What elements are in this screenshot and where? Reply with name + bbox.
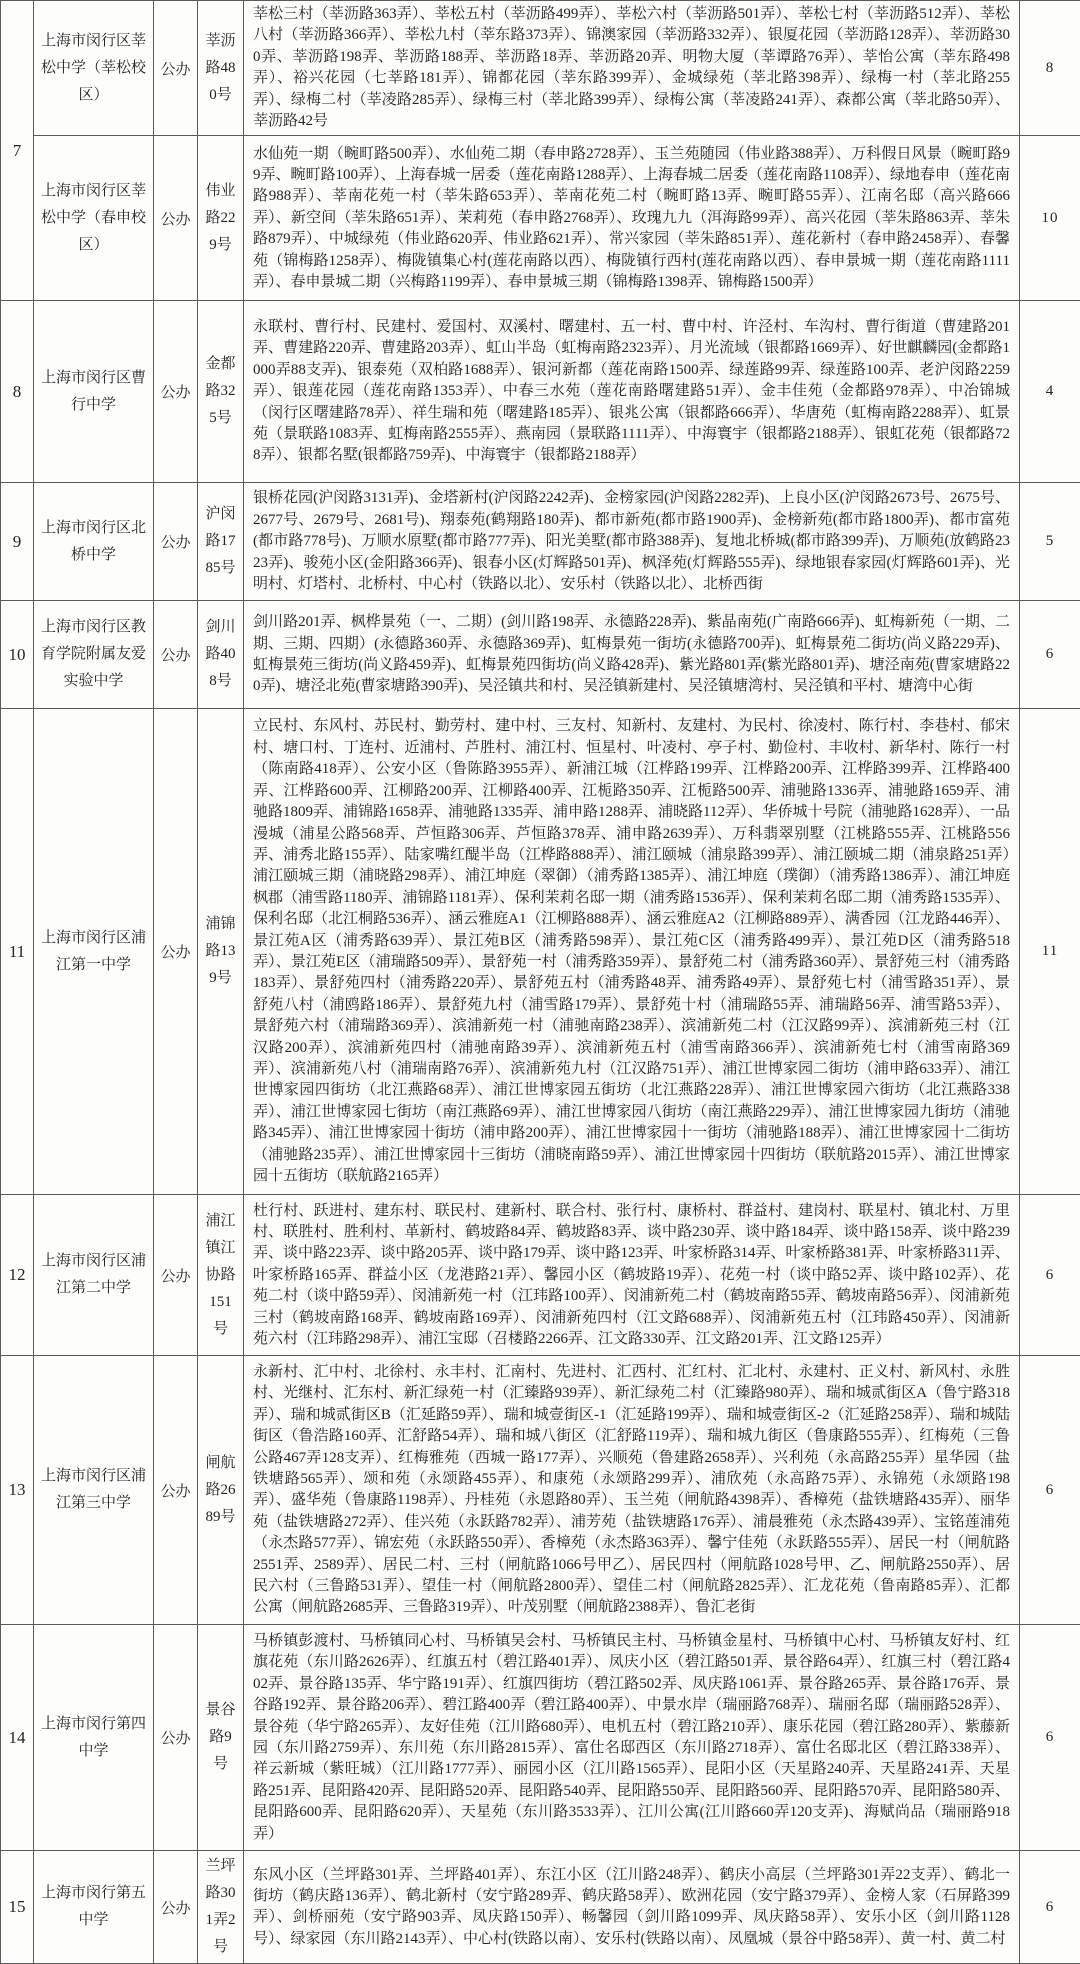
count-cell: 6 <box>1020 1195 1080 1356</box>
table-row <box>1 136 1080 301</box>
table-row <box>1 709 1080 1195</box>
school-type-cell: 公办 <box>154 1851 198 1964</box>
school-name-cell: 上海市闵行区北桥中学 <box>34 483 154 601</box>
address-cell: 莘沥路480号 <box>198 1 244 136</box>
school-type-cell: 公办 <box>154 483 198 601</box>
count-cell: 6 <box>1020 601 1080 709</box>
count-cell: 8 <box>1020 1 1080 136</box>
address-cell: 景谷路9号 <box>198 1625 244 1851</box>
school-name-cell: 上海市闵行第四中学 <box>34 1625 154 1851</box>
address-cell: 金都路325号 <box>198 301 244 483</box>
count-cell: 11 <box>1020 709 1080 1195</box>
address-cell: 沪闵路1785号 <box>198 483 244 601</box>
table-row <box>1 301 1080 483</box>
districts-cell: 永联村、曹行村、民建村、爱国村、双溪村、曙建村、五一村、曹中村、许泾村、车沟村、曹行街道（曹建路201弄、曹建路220弄、曹建路203弄）、虹山半岛（虹梅南路2323弄）、月光流域（银都路1669弄）、好世麒麟园(金都路1000弄88支弄)、银泰苑（双柏路1688弄）、银河新都（莲花南路1500弄、绿莲路99弄、绿莲路100弄、老沪闵路2259弄）、银莲花园（莲花南路1353弄）、中春三水苑（莲花南路曙建路51弄）、金丰佳苑（金都路978弄）、中冶锦城（闵行区曙建路78弄）、祥生瑞和苑（曙建路185弄）、银兆公寓（银都路666弄）、华唐苑（虹梅南路2288弄）、虹景苑（景联路1083弄、虹梅南路2555弄）、燕南园（景联路1111弄）、中海寰宇（银都路2188弄）、银虹花苑（银都路728弄）、银都名墅(银都路759弄)、中海寰宇（银都路2188弄） <box>244 301 1020 483</box>
address-cell: 伟业路229号 <box>198 136 244 301</box>
districts-cell: 永新村、汇中村、北徐村、永丰村、汇南村、先进村、汇西村、汇红村、汇北村、永建村、正义村、新风村、永胜村、光继村、汇东村、新汇绿苑一村（汇臻路939弄）、新汇绿苑二村（汇臻路980弄）、瑞和城贰街区A（鲁宁路318弄）、瑞和城贰街区B（汇延路59弄）、瑞和城壹街区-1（汇延路199弄）、瑞和城壹街区-2（汇延路258弄）、瑞和城陆街区（鲁浩路160弄、汇舒路54弄）、瑞和城八街区（汇舒路119弄）、瑞和城九街区（鲁康路555弄）、红梅苑（三鲁公路467弄128支弄）、红梅雅苑（西城一路177弄）、兴顺苑（鲁建路2658弄）、兴利苑（永高路255弄）星华园（盐铁塘路565弄）、颂和苑（永颂路455弄）、和康苑（永颂路299弄）、浦欣苑（永高路75弄）、永锦苑（永颂路198弄）、盛华苑（鲁康路1198弄）、丹桂苑（永恩路80弄）、玉兰苑（闸航路4398弄）、香樟苑（盐铁塘路435弄）、丽华苑（盐铁塘路272弄）、佳兴苑（永跃路782弄）、浦芳苑（盐铁塘路176弄）、浦晨雅苑（永杰路439弄）、宝铭莲浦苑（永杰路577弄）、锦宏苑（永跃路550弄）、香樟苑（永杰路363弄）、馨宁佳苑（永跃路555弄）、居民一村（闸航路2551弄、2589弄）、居民二村、三村（闸航路1066号甲乙）、居民四村（闸航路1028号甲、乙、闸航路2550弄）、居民六村（三鲁路531弄）、望佳一村（闸航路2800弄）、望佳二村（闸航路2825弄）、汇龙花苑（鲁南路85弄）、汇都公寓（闸航路2685弄、三鲁路319弄）、叶茂别墅（闸航路2388弄）、鲁汇老街 <box>244 1356 1020 1625</box>
school-name-cell: 上海市闵行区浦江第二中学 <box>34 1195 154 1356</box>
address-cell: 浦锦路139号 <box>198 709 244 1195</box>
school-name-cell: 上海市闵行区莘松中学（莘松校区） <box>34 1 154 136</box>
districts-cell: 杜行村、跃进村、建东村、联民村、建新村、联合村、张行村、康桥村、群益村、建岗村、联星村、镇北村、万里村、联胜村、胜利村、革新村、鹤坡路84弄、鹤坡路83弄、谈中路230弄、谈中路184弄、谈中路158弄、谈中路239弄、谈中路223弄、谈中路205弄、谈中路179弄、谈中路123弄、叶家桥路314弄、叶家桥路381弄、叶家桥路311弄、叶家桥路165弄、群益小区（龙港路21弄）、馨园小区（鹤坡路19弄）、花苑一村（谈中路52弄、谈中路102弄）、花苑二村（谈中路59弄）、闵浦新苑一村（江玮路100弄）、闵浦新苑二村（鹤坡南路55弄、鹤坡南路56弄）、闵浦新苑三村（鹤坡南路168弄、鹤坡南路169弄）、闵浦新苑四村（江文路688弄）、闵浦新苑五村（江玮路450弄）、闵浦新苑六村（江玮路298弄）、浦江宝邸（召楼路2266弄、江文路330弄、江文路201弄、江文路125弄） <box>244 1195 1020 1356</box>
school-name-cell: 上海市闵行第五中学 <box>34 1851 154 1964</box>
school-name-cell: 上海市闵行区浦江第一中学 <box>34 709 154 1195</box>
address-cell: 闸航路2689号 <box>198 1356 244 1625</box>
count-cell: 4 <box>1020 301 1080 483</box>
row-number-cell: 8 <box>1 301 34 483</box>
table-row <box>1 601 1080 709</box>
school-type-cell: 公办 <box>154 709 198 1195</box>
districts-cell: 东风小区（兰坪路301弄、兰坪路401弄）、东江小区（江川路248弄）、鹤庆小高层（兰坪路301弄22支弄）、鹤北一街坊（鹤庆路136弄）、鹤北新村（安宁路289弄、鹤庆路58弄）、欧洲花园（安宁路379弄）、金榜人家（石屏路399弄）、剑桥丽苑（安宁路903弄、凤庆路150弄）、畅馨园（剑川路1099弄、凤庆路58弄）、安乐小区（剑川路1128号）、绿家园（东川路2143弄）、中心村(铁路以南）、安乐村(铁路以南）、凤凰城（景谷中路58弄）、黄一村、黄二村 <box>244 1851 1020 1964</box>
districts-cell: 立民村、东风村、苏民村、勤劳村、建中村、三友村、知新村、友建村、为民村、徐凌村、陈行村、李巷村、郁宋村、塘口村、丁连村、近浦村、芦胜村、浦江村、恒星村、叶凌村、亭子村、勤俭村、丰收村、新华村、陈行一村（陈南路418弄）、公安小区（鲁陈路3955弄）、新浦江城（江桦路199弄、江桦路200弄、江桦路399弄、江桦路400弄、江桦路600弄、江柳路200弄、江柳路400弄、江栀路350弄、江栀路500弄、浦驰路1336弄、浦驰路1659弄、浦驰路1809弄、浦锦路1658弄、浦驰路1335弄、浦申路1288弄、浦晓路112弄）、华侨城十号院（浦驰路1628弄）、一品漫城（浦星公路568弄、芦恒路306弄、芦恒路378弄、浦申路2639弄）、万科翡翠别墅（江桃路555弄、江桃路556弄、浦秀北路155弄）、陆家嘴红醍半岛（江桦路888弄）、浦江颐城（浦泉路399弄）、浦江颐城二期（浦泉路251弄）浦江颐城三期（浦晓路298弄）、浦江坤庭（翠御）（浦秀路1385弄）、浦江坤庭（璞御）（浦秀路1386弄）、浦江坤庭枫郡（浦雪路1180弄、浦锦路1181弄）、保利茉莉名邸一期（浦秀路1536弄）、保利茉莉名邸二期（浦秀路1535弄）、保利名邸（北江桐路536弄）、涵云雅庭A1（江柳路888弄）、涵云雅庭A2（江柳路889弄）、满香园（江龙路446弄）、景江苑A区（浦秀路639弄）、景江苑B区（浦秀路598弄）、景江苑C区（浦秀路499弄）、景江苑D区（浦秀路518弄）、景江苑E区（浦瑞路509弄）、景舒苑一村（浦秀路359弄）、景舒苑二村（浦秀路360弄）、景舒苑三村（浦秀路183弄）、景舒苑四村（浦秀路220弄）、景舒苑五村（浦秀路48弄、浦秀路49弄）、景舒苑七村（浦雪路351弄）、景舒苑八村（浦鸥路186弄）、景舒苑九村（浦雪路179弄）、景舒苑十村（浦瑞路55弄、浦瑞路56弄、浦雪路53弄）、景舒苑六村（浦瑞路369弄）、滨浦新苑一村（浦驰南路238弄）、滨浦新苑二村（江汉路99弄）、滨浦新苑三村（江汉路200弄）、滨浦新苑四村（浦驰南路39弄）、滨浦新苑五村（浦雪南路366弄）、滨浦新苑七村（浦雪南路369弄）、滨浦新苑八村（浦瑞南路76弄）、滨浦新苑九村（江汉路751弄）、浦江世博家园二街坊（浦申路633弄）、浦江世博家园四街坊（北江燕路68弄）、浦江世博家园五街坊（北江燕路228弄）、浦江世博家园六街坊（北江燕路338弄）、浦江世博家园七街坊（南江燕路69弄）、浦江世博家园八街坊（南江燕路229弄）、浦江世博家园九街坊（浦驰路345弄）、浦江世博家园十街坊（浦申路200弄）、浦江世博家园十一街坊（浦驰路188弄）、浦江世博家园十二街坊（浦驰路235弄）、浦江世博家园十三街坊（浦晓南路59弄）、浦江世博家园十四街坊（联航路2015弄）、浦江世博家园十五街坊（联航路2165弄） <box>244 709 1020 1195</box>
school-type-cell: 公办 <box>154 301 198 483</box>
row-number-cell: 12 <box>1 1195 34 1356</box>
row-number-cell: 9 <box>1 483 34 601</box>
address-cell: 剑川路408号 <box>198 601 244 709</box>
school-type-cell: 公办 <box>154 1 198 136</box>
districts-cell: 莘松三村（莘沥路363弄）、莘松五村（莘沥路499弄）、莘松六村（莘沥路501弄）、莘松七村（莘沥路512弄）、莘松八村（莘沥路366弄）、莘松九村（莘东路373弄）、锦澳家园（莘沥路332弄）、银厦花园（莘沥路128弄）、莘沥路300弄、莘沥路198弄、莘沥路188弄、莘沥路18弄、莘沥路20弄、明物大厦（莘谭路76弄）、莘怡公寓（莘东路498弄）、裕兴花园（七莘路181弄）、锦都花园（莘东路399弄）、金城绿苑（莘北路398弄）、绿梅一村（莘北路255弄）、绿梅二村（莘凌路285弄）、绿梅三村（莘北路399弄）、绿梅公寓（莘凌路241弄）、森都公寓（莘北路50弄）、莘沥路42号 <box>244 1 1020 136</box>
districts-cell: 马桥镇彭渡村、马桥镇同心村、马桥镇吴会村、马桥镇民主村、马桥镇金星村、马桥镇中心村、马桥镇友好村、红旗花苑（东川路2626弄）、红旗五村（碧江路401弄）、凤庆小区（碧江路501弄、景谷路64弄）、红旗三村（碧江路402弄、景谷路135弄、华宁路191弄）、红旗四街坊（碧江路502弄、凤庆路1061弄、景谷路265弄、景谷路176弄、景谷路192弄、景谷路206弄）、碧江路400弄（碧江路400弄）、中景水岸（瑞丽路768弄）、瑞丽名邸（瑞丽路528弄）、景谷苑（华宁路265弄）、友好佳苑（江川路680弄）、电机五村（碧江路210弄）、康乐花园（碧江路280弄）、紫藤新园（东川路2759弄）、东川苑（东川路2815弄）、富仕名邸西区（东川路2718弄）、富仕名邸北区（碧江路338弄）、祥云新城（紫旺城）（江川路1777弄）、丽园小区（江川路1565弄）、昆阳小区（天星路240弄、天星路241弄、天星路251弄、昆阳路420弄、昆阳路520弄、昆阳路540弄、昆阳路550弄、昆阳路560弄、昆阳路570弄、昆阳路580弄、昆阳路600弄、昆阳路620弄）、天星苑（东川路3533弄）、江川公寓(江川路660弄120支弄)、海赋尚品（瑞丽路918弄） <box>244 1625 1020 1851</box>
row-number-cell: 15 <box>1 1851 34 1964</box>
districts-cell: 银桥花园(沪闵路3131弄)、金塔新村(沪闵路2242弄)、金榜家园(沪闵路2282弄)、上良小区(沪闵路2673号、2675号、2677号、2679号、2681号)、翔泰苑(鹤翔路180弄)、都市新苑(都市路1900弄)、金榜新苑(都市路1800弄)、都市富苑(都市路778号)、万顺水原墅(都市路777弄)、阳光美墅(都市路388弄)、复地北桥城(都市路399弄)、万顺苑(放鹤路2323弄)、骏苑小区(金阳路366弄)、银春小区(灯辉路501弄)、枫泽苑(灯辉路555弄)、绿地银春家园(灯辉路601弄)、光明村、灯塔村、北桥村、中心村（铁路以北）、安乐村（铁路以北）、北桥西街 <box>244 483 1020 601</box>
table-row <box>1 1356 1080 1625</box>
school-type-cell: 公办 <box>154 136 198 301</box>
address-cell: 兰坪路301弄2号 <box>198 1851 244 1964</box>
count-cell: 6 <box>1020 1851 1080 1964</box>
school-name-cell: 上海市闵行区浦江第三中学 <box>34 1356 154 1625</box>
school-type-cell: 公办 <box>154 1356 198 1625</box>
school-type-cell: 公办 <box>154 601 198 709</box>
count-cell: 6 <box>1020 1356 1080 1625</box>
school-name-cell: 上海市闵行区教育学院附属友爱实验中学 <box>34 601 154 709</box>
row-number-cell: 14 <box>1 1625 34 1851</box>
row-number-cell: 11 <box>1 709 34 1195</box>
table-row <box>1 1851 1080 1964</box>
school-name-cell: 上海市闵行区曹行中学 <box>34 301 154 483</box>
address-cell: 浦江镇江协路151号 <box>198 1195 244 1356</box>
table-row <box>1 483 1080 601</box>
row-number-cell: 10 <box>1 601 34 709</box>
table-row <box>1 1 1080 136</box>
count-cell: 6 <box>1020 1625 1080 1851</box>
districts-cell: 水仙苑一期（畹町路500弄）、水仙苑二期（春申路2728弄）、玉兰苑随园（伟业路388弄）、万科假日风景（畹町路99弄、畹町路100弄）、上海春城一居委（莲花南路1288弄）、上海春城二居委（莲花南路1108弄）、绿地春申（莲花南路988弄）、莘南花苑一村（莘朱路653弄）、莘南花苑二村（畹町路13弄、畹町路55弄）、江南名邸（高兴路666弄）、新空间（莘朱路651弄）、茉莉苑（春申路2768弄）、玫瑰九九（洱海路99弄）、高兴花园（莘朱路863弄、莘朱路879弄）、中城绿苑（伟业路620弄、伟业路621弄）、常兴家园（莘朱路851弄）、莲花新村（春申路2458弄）、春馨苑（锦梅路1258弄）、梅陇镇集心村(莲花南路以西）、梅陇镇行西村(莲花南路以西）、春申景城一期（莲花南路1111弄）、春申景城二期（兴梅路1199弄）、春申景城三期（锦梅路1398弄、锦梅路1500弄） <box>244 136 1020 301</box>
count-cell: 10 <box>1020 136 1080 301</box>
table-row <box>1 1195 1080 1356</box>
school-type-cell: 公办 <box>154 1195 198 1356</box>
school-name-cell: 上海市闵行区莘松中学（春申校区） <box>34 136 154 301</box>
count-cell: 5 <box>1020 483 1080 601</box>
school-type-cell: 公办 <box>154 1625 198 1851</box>
row-number-cell: 7 <box>1 1 34 301</box>
table-row <box>1 1625 1080 1851</box>
districts-cell: 剑川路201弄、枫桦景苑（一、二期）(剑川路198弄、永德路228弄)、紫晶南苑(广南路666弄)、虹梅新苑（一期、二期、三期、四期）(永德路360弄、永德路369弄)、虹梅景苑一街坊(永德路700弄)、虹梅景苑二街坊(尚义路229弄)、虹梅景苑三街坊(尚义路459弄)、虹梅景苑四街坊(尚义路428弄)、紫光路801弄(紫光路801弄)、塘泾南苑(曹家塘路220弄)、塘泾北苑(曹家塘路390弄)、吴泾镇共和村、吴泾镇新建村、吴泾镇塘湾村、吴泾镇和平村、塘湾中心街 <box>244 601 1020 709</box>
row-number-cell: 13 <box>1 1356 34 1625</box>
